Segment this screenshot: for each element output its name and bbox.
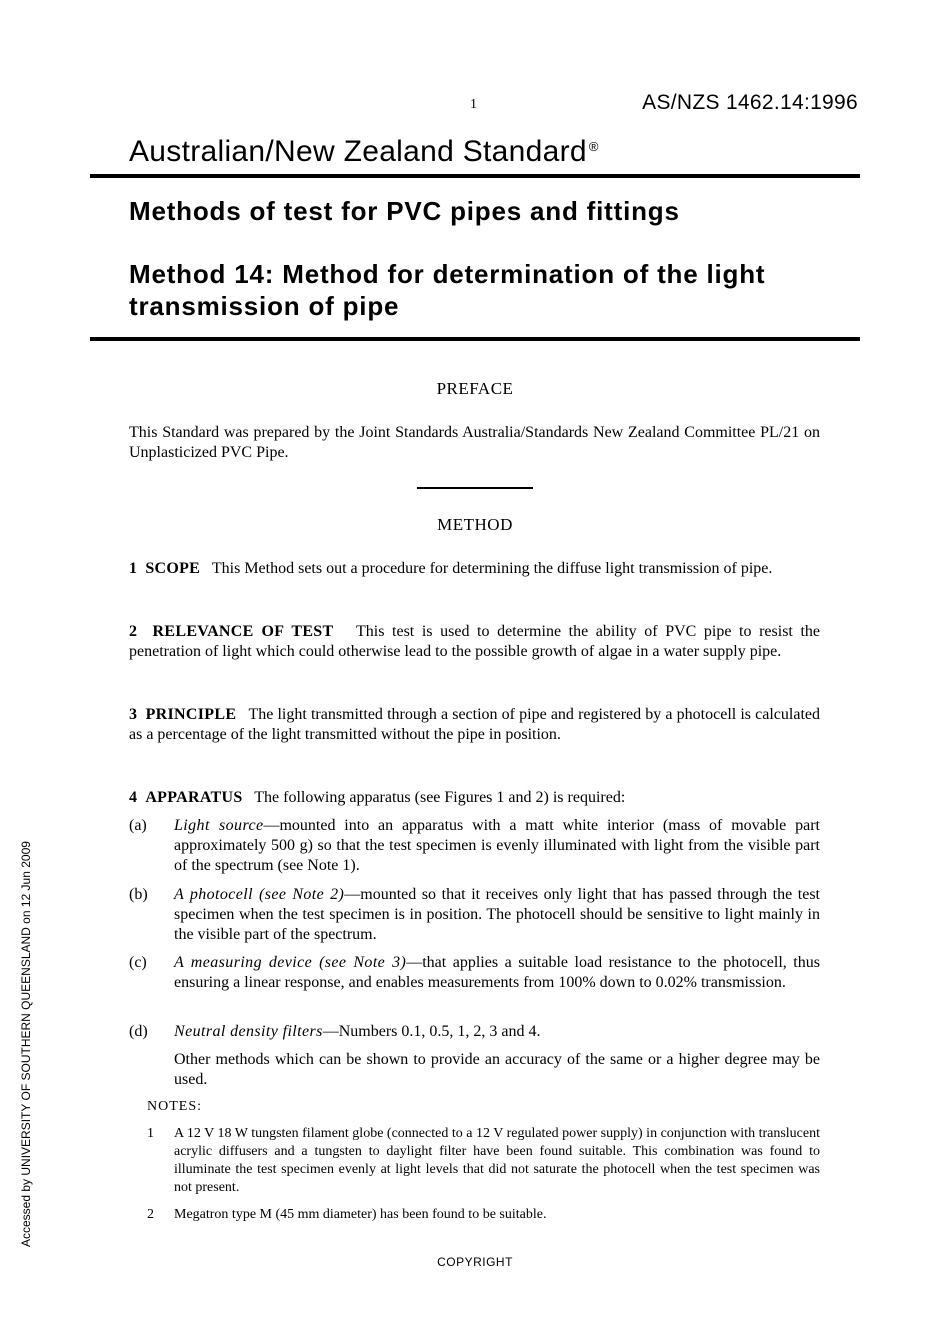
other-methods-text: Other methods which can be shown to provide an accuracy of the same or a higher degree may be used. [174,1051,820,1088]
note-number: 2 [147,1207,154,1222]
method-title: Method 14: Method for determination of the light transmission of pipe [129,259,766,321]
apparatus-item-light-source: Light source—mounted into an apparatus with a matt white interior (mass of movable part approximately 500 g) so that the test specimen is evenly illuminated with light from the visible part of the spectrum (see Note 1). [174,817,820,874]
section-divider [417,487,533,489]
item-letter: (c) [129,954,147,971]
clause-title: RELEVANCE OF TEST [152,623,334,640]
notes-heading: NOTES: [147,1099,202,1114]
standard-type-text: Australian/New Zealand Standard [129,135,587,168]
note-text: A 12 V 18 W tungsten filament globe (connected to a 12 V regulated power supply) in conjunction with translucent acrylic diffusers and a tungsten to daylight filter have been found suitable. This combination was found to illuminate the test specimen evenly at light levels that did not saturate the photocell when the test specimen was not present. [174,1126,820,1195]
clause-text: This test is used to determine the ability of PVC pipe to resist the penetration of light which could otherwise lead to the possible growth of algae in a water supply pipe. [129,623,821,660]
item-term: A measuring device (see Note 3) [174,954,407,971]
clause-number: 2 [129,623,138,640]
apparatus-item-photocell: A photocell (see Note 2)—mounted so that it receives only light that has passed through the test specimen when the test specimen is in position. The photocell should be sensitive to light mainly in the visible part of the spectrum. [174,886,820,943]
preface-heading: PREFACE [436,379,514,398]
item-text: mounted into an apparatus with a matt white interior (mass of movable part approximately 500 g) so that the test specimen is evenly illuminated with light from the visible part of the spectrum (see Note 1). [174,817,820,874]
item-text: Numbers 0.1, 0.5, 1, 2, 3 and 4. [338,1023,541,1040]
document-title: Methods of test for PVC pipes and fittings [129,196,680,226]
clause-principle [129,705,820,745]
clause-title: APPARATUS [145,789,243,806]
access-note-text: Accessed by UNIVERSITY OF SOUTHERN QUEENSLAND on 12 Jun 2009 [19,841,33,1247]
clause-number: 4 [129,789,138,806]
copyright-footer: COPYRIGHT [437,1255,513,1269]
standard-type-heading [129,135,599,169]
page-number: 1 [470,97,477,112]
item-text: that applies a suitable load resistance to the photocell, thus ensuring a linear response, and enables measurements from 100% down to 0.02% transmission. [174,954,820,991]
clause-text: The light transmitted through a section of pipe and registered by a photocell is calculated as a percentage of the light transmitted without the pipe in position. [129,706,821,743]
apparatus-item-measuring-device: A measuring device (see Note 3)—that applies a suitable load resistance to the photocell, thus ensuring a linear response, and enables measurements from 100% down to 0.02% transmission. [174,954,820,991]
clause-number: 3 [129,706,138,723]
title-rule-top [90,174,860,178]
clause-text: This Method sets out a procedure for determining the diffuse light transmission of pipe. [211,560,773,577]
clause-title: SCOPE [145,560,201,577]
item-text: mounted so that it receives only light that has passed through the test specimen when the test specimen is in position. The photocell should be sensitive to light mainly in the visible part of the spectrum. [174,886,820,943]
clause-relevance [129,622,820,662]
clause-title: PRINCIPLE [145,706,237,723]
standard-number: AS/NZS 1462.14:1996 [642,91,858,114]
item-letter: (b) [129,886,148,903]
item-term: A photocell (see Note 2) [174,886,345,903]
method-heading: METHOD [437,515,513,534]
apparatus-item-filters: Neutral density filters—Numbers 0.1, 0.5, 1, 2, 3 and 4. [174,1023,541,1040]
item-term: Light source [174,817,264,834]
item-letter: (d) [129,1023,148,1040]
item-term: Neutral density filters [174,1023,323,1040]
note-text: Megatron type M (45 mm diameter) has been found to be suitable. [174,1207,547,1222]
preface-text: This Standard was prepared by the Joint Standards Australia/Standards New Zealand Committee PL/21 on Unplasticized PVC Pipe. [129,424,820,461]
title-rule-bottom [90,337,860,341]
clause-number: 1 [129,560,138,577]
note-number: 1 [147,1126,154,1141]
item-letter: (a) [129,817,147,834]
clause-apparatus [129,788,820,808]
clause-text: The following apparatus (see Figures 1 and 2) is required: [254,789,626,806]
access-watermark [19,815,35,1247]
clause-scope [129,559,820,579]
registered-mark: ® [588,139,599,154]
